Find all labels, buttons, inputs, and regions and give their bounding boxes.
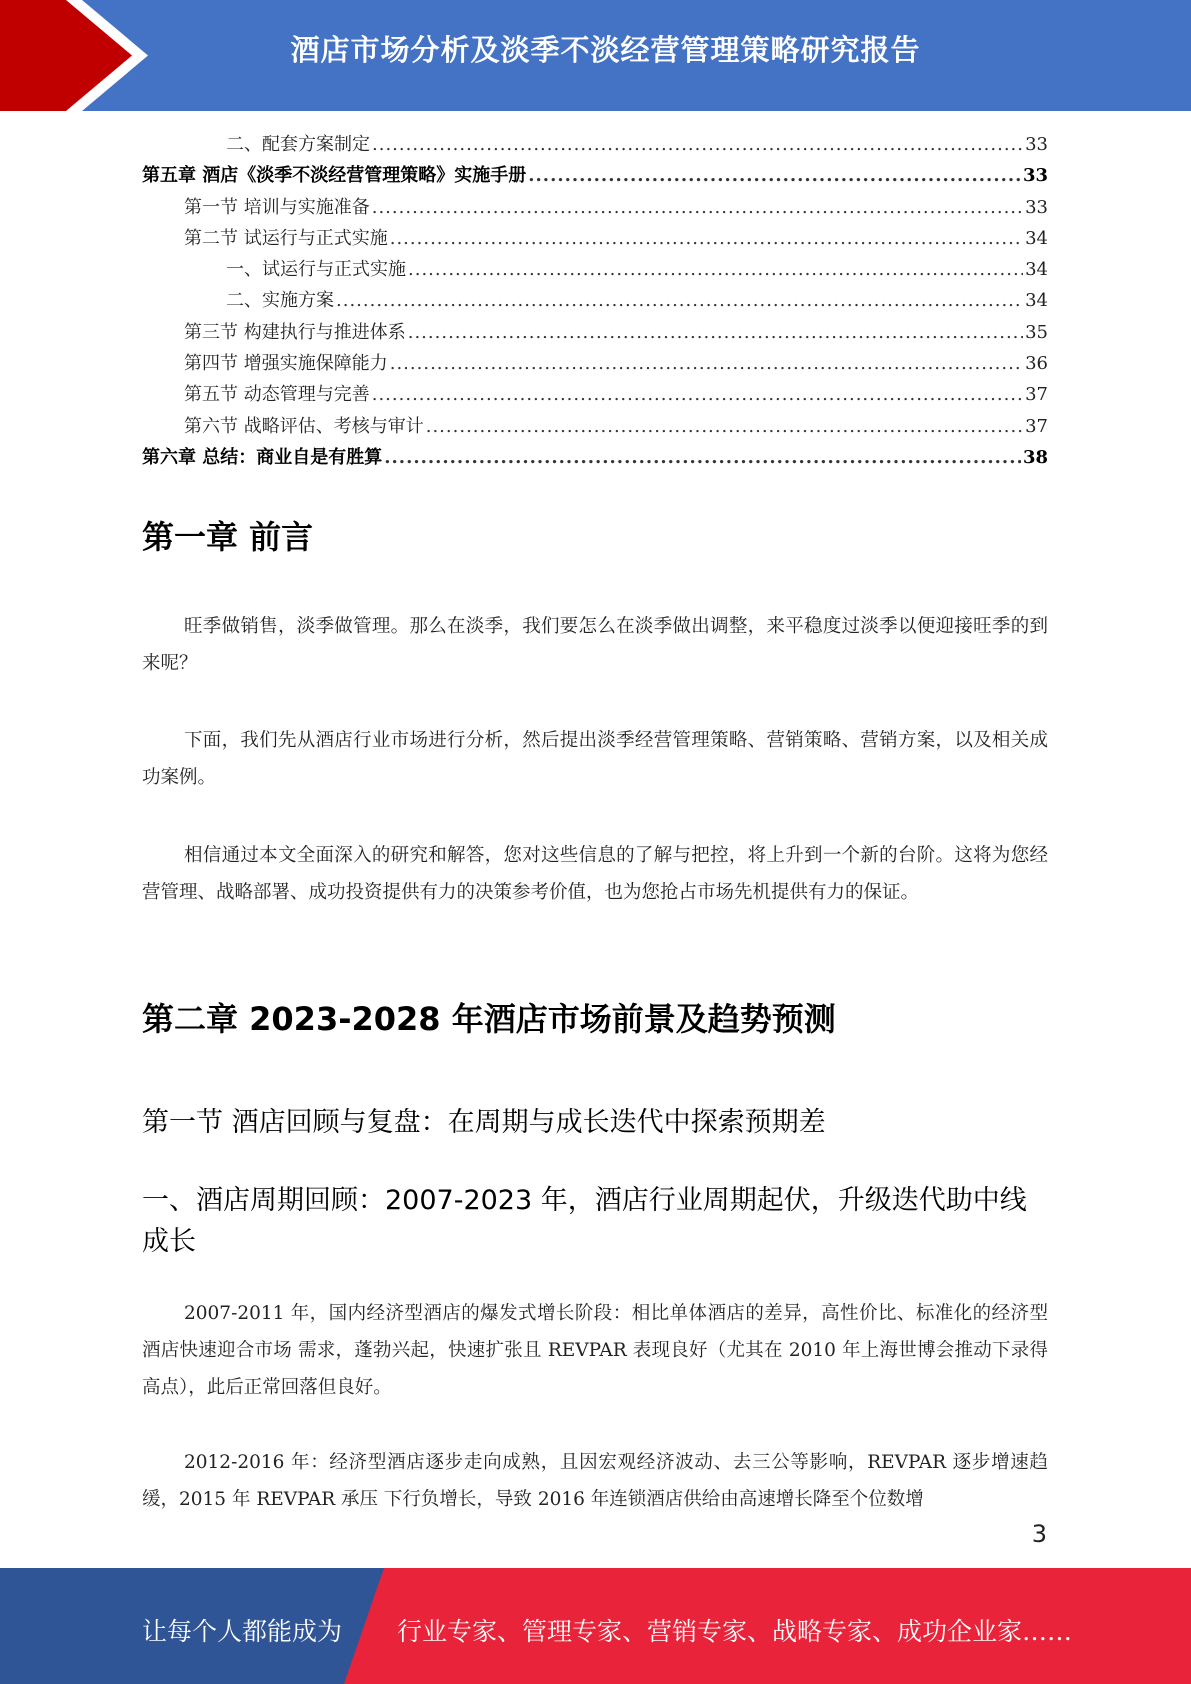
- toc-entry-title: 第六章 总结：商业自是有胜算: [142, 446, 383, 468]
- toc-entry-title: 第五节 动态管理与完善: [184, 384, 370, 406]
- toc-entry[interactable]: [142, 318, 1048, 349]
- chapter1-paragraph: 相信通过本文全面深入的研究和解答，您对这些信息的了解与把控，将上升到一个新的台阶。这将为您经营管理、战略部署、成功投资提供有力的决策参考价值，也为您抢占市场先机提供有力的保证。: [142, 845, 1048, 903]
- page-number: 3: [1031, 1520, 1047, 1548]
- toc-leader-dots: [372, 384, 1023, 405]
- toc-entry[interactable]: [142, 255, 1048, 286]
- toc-entry[interactable]: [142, 224, 1048, 255]
- toc-entry-title: 第一节 培训与实施准备: [184, 196, 370, 218]
- toc-entry-title: 第二节 试运行与正式实施: [184, 227, 388, 249]
- toc-leader-dots: [384, 447, 1021, 468]
- toc-leader-dots: [408, 259, 1023, 280]
- table-of-contents: [142, 130, 1048, 474]
- footer-banner: [0, 1568, 1191, 1684]
- toc-entry[interactable]: [142, 412, 1048, 443]
- toc-leader-dots: [390, 228, 1023, 249]
- toc-leader-dots: [372, 197, 1023, 218]
- toc-entry-page: 34: [1025, 259, 1048, 281]
- chapter1-paragraph: 下面，我们先从酒店行业市场进行分析，然后提出淡季经营管理策略、营销策略、营销方案，以及相关成功案例。: [142, 730, 1048, 788]
- toc-leader-dots: [426, 416, 1023, 437]
- toc-entry-title: 第六节 战略评估、考核与审计: [184, 415, 424, 437]
- toc-entry-page: 34: [1025, 227, 1048, 249]
- toc-entry-page: 37: [1025, 384, 1048, 406]
- document-title: 酒店市场分析及淡季不淡经营管理策略研究报告: [290, 33, 921, 67]
- toc-leader-dots: [390, 353, 1023, 374]
- toc-entry-page: 33: [1025, 134, 1048, 155]
- chapter1-paragraph: 旺季做销售，淡季做管理。那么在淡季，我们要怎么在淡季做出调整，来平稳度过淡季以便迎接旺季的到来呢？: [142, 616, 1048, 674]
- toc-entry-page: 33: [1025, 196, 1048, 218]
- chapter2-heading: 第二章 2023-2028 年酒店市场前景及趋势预测: [142, 1000, 836, 1038]
- toc-entry[interactable]: [142, 130, 1048, 161]
- toc-entry-title: 一、试运行与正式实施: [226, 259, 406, 281]
- section-heading: 第一节 酒店回顾与复盘：在周期与成长迭代中探索预期差: [142, 1107, 826, 1138]
- toc-entry[interactable]: [142, 286, 1048, 317]
- toc-leader-dots: [372, 134, 1023, 155]
- toc-entry-page: 36: [1025, 353, 1048, 375]
- header-arrow-decoration: [0, 0, 160, 111]
- toc-entry-title: 第四节 增强实施保障能力: [184, 353, 388, 375]
- chapter2-paragraph: 2012-2016 年：经济型酒店逐步走向成熟，且因宏观经济波动、去三公等影响，REVPAR 逐步增速趋缓，2015 年 REVPAR 承压 下行负增长，导致 2016 年连锁酒店供给由高速增长降至个位数增: [142, 1452, 1048, 1510]
- footer-slogan-left: 让每个人都能成为: [142, 1617, 343, 1646]
- chapter1-heading: 第一章 前言: [142, 518, 314, 556]
- subsection-heading: 一、酒店周期回顾：2007-2023 年，酒店行业周期起伏，升级迭代助中线成长: [142, 1185, 1027, 1257]
- toc-entry-page: 37: [1025, 415, 1048, 437]
- toc-entry-page: 38: [1022, 446, 1048, 468]
- toc-entry[interactable]: [142, 193, 1048, 224]
- header-banner: [0, 0, 1191, 111]
- toc-leader-dots: [528, 165, 1021, 186]
- toc-entry-page: 33: [1022, 165, 1048, 187]
- footer-slogan-right: 行业专家、管理专家、营销专家、战略专家、成功企业家……: [397, 1617, 1073, 1646]
- toc-entry-title: 第三节 构建执行与推进体系: [184, 321, 406, 343]
- toc-entry[interactable]: [142, 380, 1048, 411]
- toc-entry[interactable]: [142, 349, 1048, 380]
- toc-leader-dots: [336, 290, 1023, 311]
- toc-entry-page: 34: [1025, 290, 1048, 312]
- toc-entry-title: 第五章 酒店《淡季不淡经营管理策略》实施手册: [142, 165, 527, 187]
- chapter2-paragraph: 2007-2011 年，国内经济型酒店的爆发式增长阶段：相比单体酒店的差异，高性价比、标准化的经济型酒店快速迎合市场 需求，蓬勃兴起，快速扩张且 REVPAR 表现良好（尤其在 2010 年上海世博会推动下录得高点），此后正常回落但良好。: [142, 1303, 1048, 1398]
- toc-entry[interactable]: [142, 161, 1048, 192]
- toc-leader-dots: [408, 322, 1023, 343]
- toc-entry-title: 二、配套方案制定: [226, 134, 370, 155]
- toc-entry-page: 35: [1025, 321, 1048, 343]
- toc-entry-title: 二、实施方案: [226, 290, 334, 312]
- toc-entry[interactable]: [142, 443, 1048, 474]
